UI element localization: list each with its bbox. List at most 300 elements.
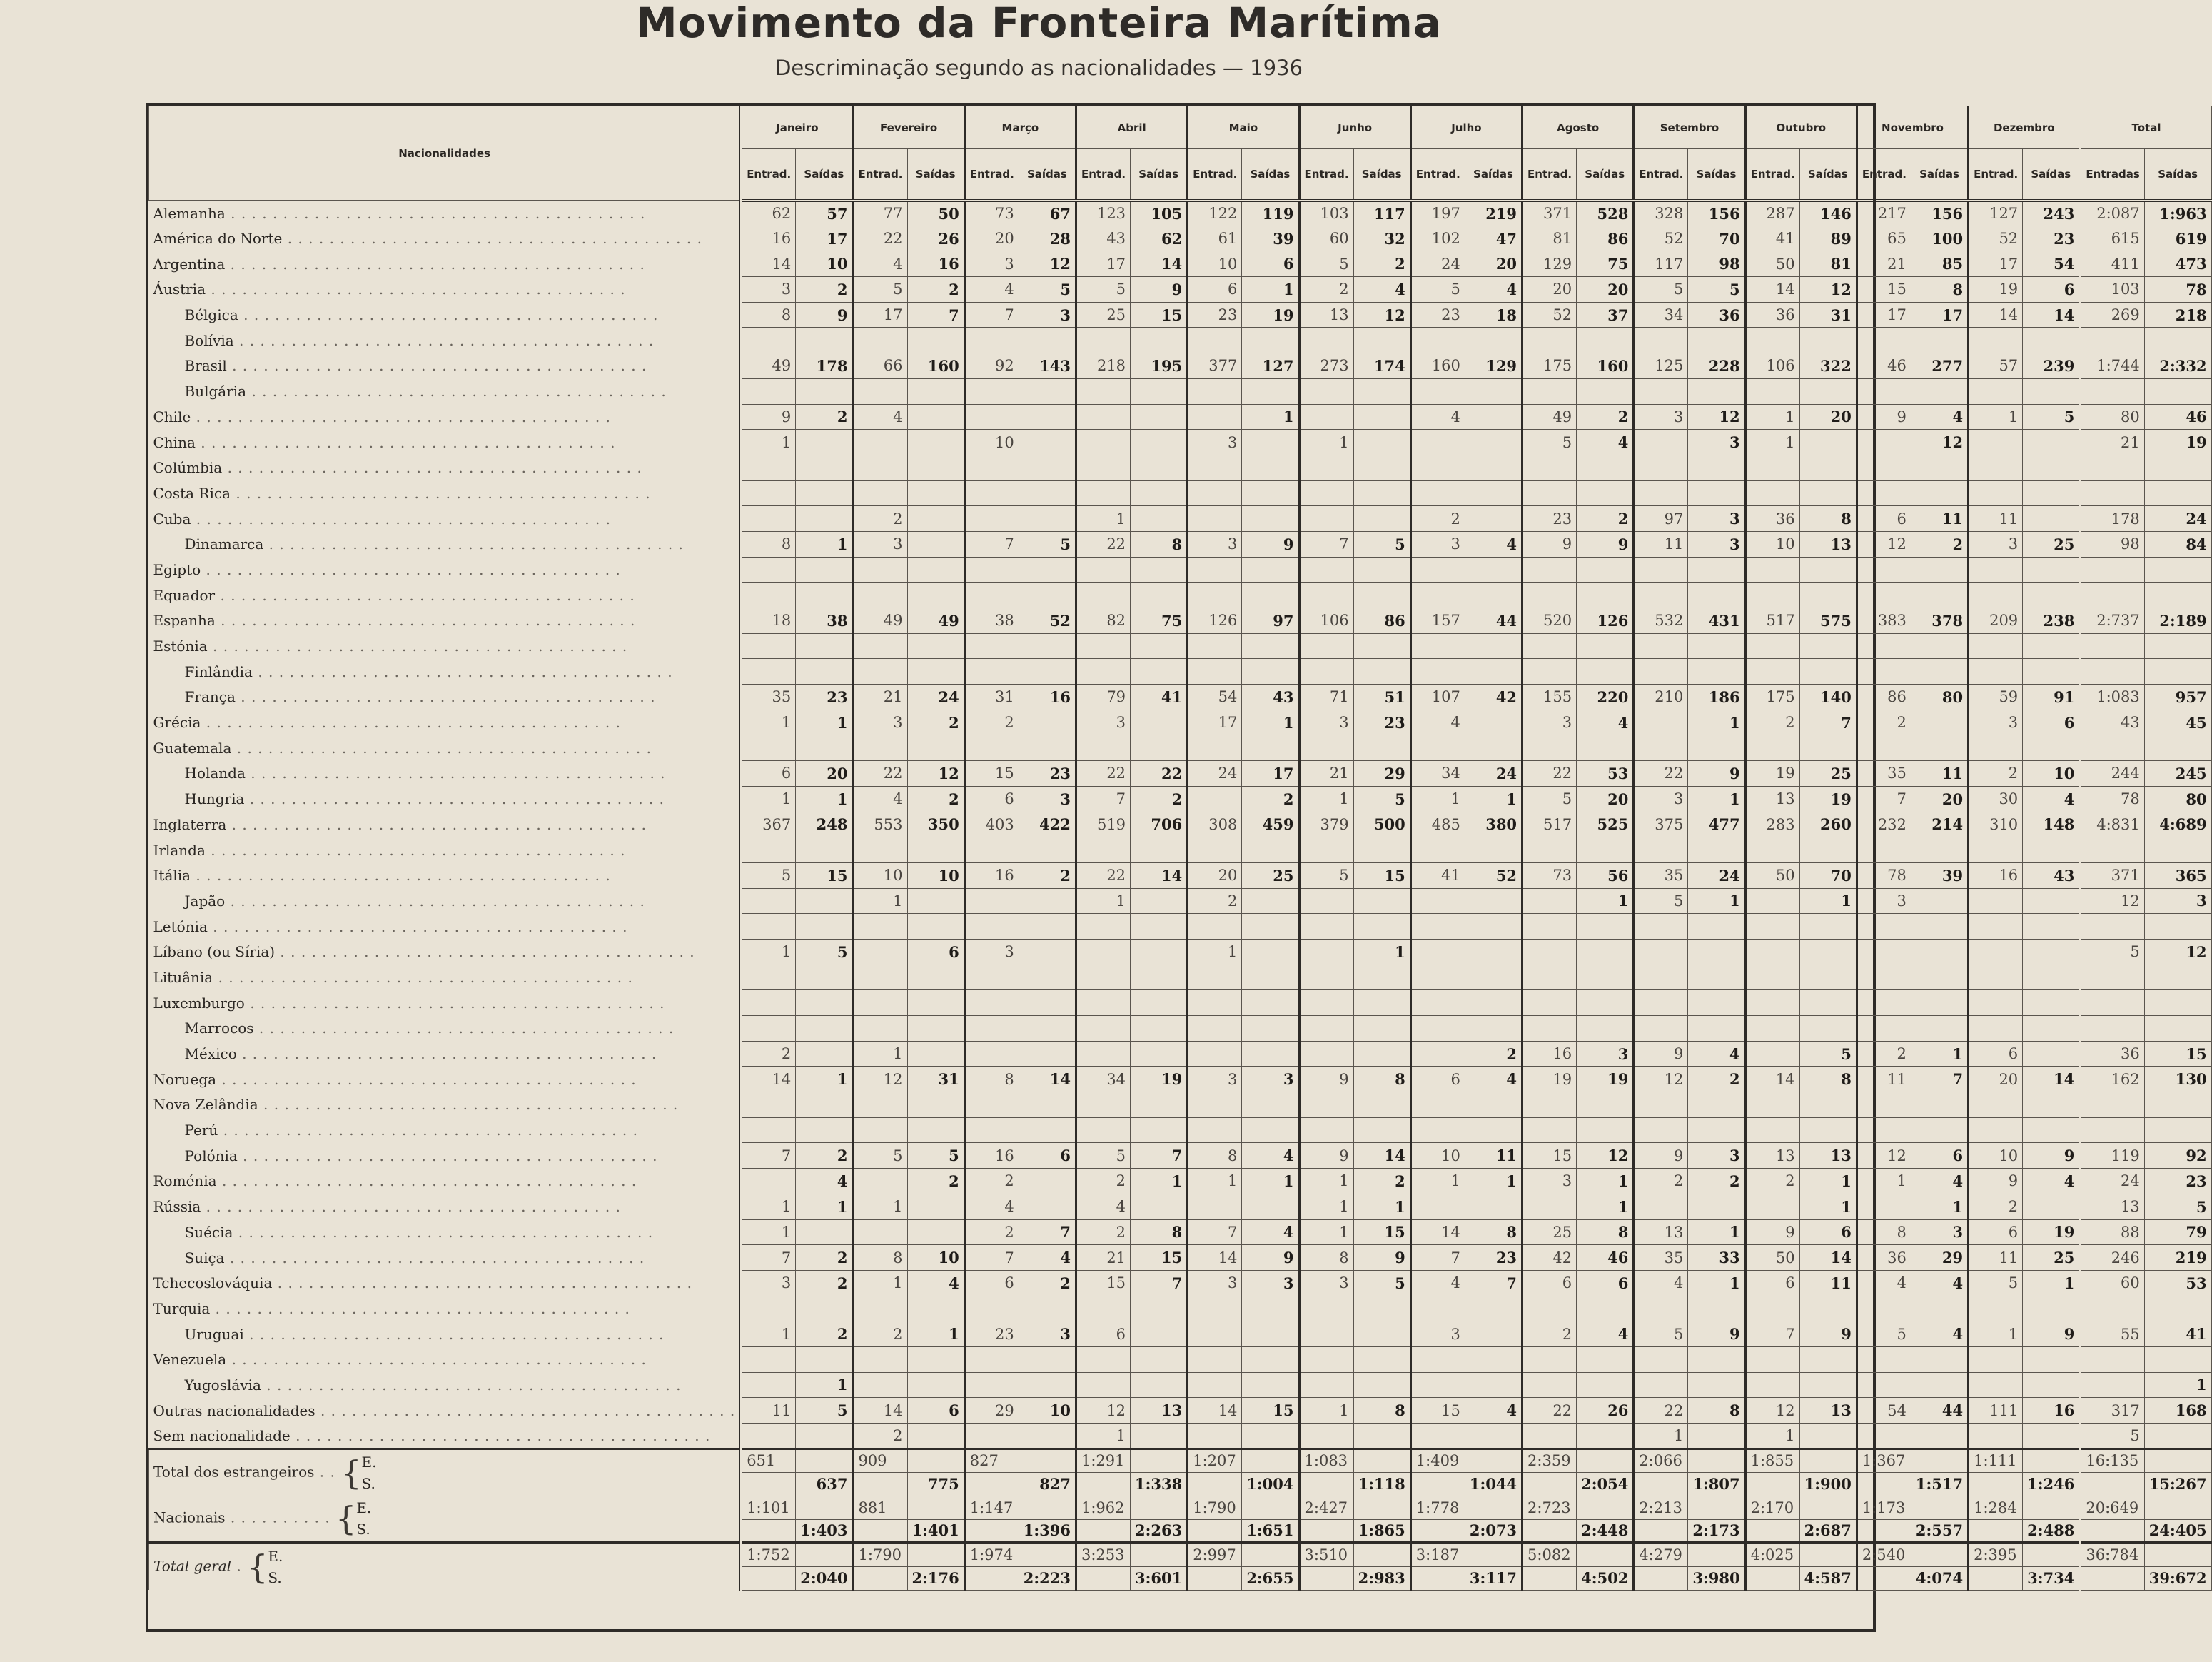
leader-dots: . . . . . . . . . . [225, 1509, 336, 1526]
saidas-value [1353, 633, 1410, 659]
entradas-value [1857, 837, 1911, 863]
saidas-value [1688, 633, 1745, 659]
entradas-value [853, 583, 907, 608]
saidas-value: 70 [1799, 862, 1857, 888]
entradas-value [1522, 837, 1577, 863]
entradas-value: 4 [853, 251, 907, 277]
footer-saidas-value: 2:983 [1353, 1566, 1410, 1590]
entradas-value [1969, 1016, 2023, 1042]
saidas-value: 6 [2023, 277, 2081, 303]
saidas-value [796, 990, 853, 1016]
entradas-value: 5 [1522, 786, 1577, 812]
saidas-value: 3 [1688, 430, 1745, 455]
total-entradas-value: 246 [2080, 1245, 2144, 1271]
entradas-value [1634, 1372, 1688, 1398]
footer-empty [1353, 1496, 1410, 1519]
saidas-value: 25 [2023, 1245, 2081, 1271]
saidas-value: 15 [1131, 302, 1188, 328]
entradas-value [1522, 965, 1577, 990]
saidas-value [907, 480, 964, 506]
saidas-value [907, 888, 964, 914]
entradas-value: 5 [853, 1143, 907, 1169]
footer-label: Nacionais [153, 1509, 226, 1526]
saidas-value [796, 633, 853, 659]
entradas-value: 13 [1745, 786, 1799, 812]
entradas-value: 24 [1188, 761, 1242, 787]
saidas-value [1242, 914, 1299, 940]
saidas-value [1577, 480, 1634, 506]
entradas-value: 4 [964, 277, 1019, 303]
entradas-value [1188, 633, 1242, 659]
saidas-value: 4 [907, 1270, 964, 1296]
saidas-value [1799, 1117, 1857, 1143]
saidas-value: 85 [1911, 251, 1968, 277]
saidas-value: 6 [907, 939, 964, 965]
entradas-value: 5 [1634, 1321, 1688, 1347]
footer-empty [964, 1519, 1019, 1543]
entradas-value [1410, 1117, 1465, 1143]
saidas-value [1242, 328, 1299, 353]
entradas-value [853, 557, 907, 583]
saidas-value [1131, 455, 1188, 480]
saidas-value [1911, 1372, 1968, 1398]
entradas-value [853, 430, 907, 455]
entradas-value [1634, 583, 1688, 608]
saidas-value: 19 [2023, 1219, 2081, 1245]
entradas-value [1188, 557, 1242, 583]
total-entradas-value: 78 [2080, 786, 2144, 812]
entradas-value: 1 [1188, 1169, 1242, 1194]
saidas-value: 4 [1242, 1143, 1299, 1169]
saidas-value [1353, 1016, 1410, 1042]
entradas-value: 25 [1522, 1219, 1577, 1245]
saidas-value: 5 [796, 939, 853, 965]
saidas-value [1577, 659, 1634, 685]
entradas-value: 50 [1745, 251, 1799, 277]
entradas-value: 9 [1857, 404, 1911, 430]
saidas-value: 14 [2023, 302, 2081, 328]
nationality-cell [149, 990, 742, 1016]
entradas-value: 3 [1076, 710, 1130, 735]
entradas-value: 14 [1745, 1067, 1799, 1092]
entradas-value [1969, 965, 2023, 990]
footer-empty [1522, 1472, 1577, 1496]
footer-entradas-value: 909 [853, 1449, 907, 1472]
saidas-value: 14 [1131, 251, 1188, 277]
header-entradas: Entrad. [853, 149, 907, 201]
footer-empty [2080, 1519, 2144, 1543]
footer-empty [1634, 1519, 1688, 1543]
nationality-name: Lituânia [153, 968, 213, 986]
total-saidas-value: 80 [2144, 786, 2211, 812]
header-saidas: Saídas [1577, 149, 1634, 201]
total-saidas-value: 130 [2144, 1067, 2211, 1092]
table-row [149, 1346, 2212, 1372]
entradas-value [1076, 633, 1130, 659]
entradas-value [1299, 583, 1353, 608]
nationality-cell [149, 965, 742, 990]
header-entradas: Entrad. [1188, 149, 1242, 201]
saidas-value [1242, 430, 1299, 455]
saidas-value [1465, 1346, 1522, 1372]
entradas-value [1857, 583, 1911, 608]
entradas-value [1410, 888, 1465, 914]
entradas-value: 106 [1299, 608, 1353, 634]
entradas-value [1969, 990, 2023, 1016]
entradas-value [1076, 1092, 1130, 1118]
entradas-value [1522, 1016, 1577, 1042]
nationality-cell [149, 226, 742, 251]
entradas-value [1745, 1296, 1799, 1321]
entradas-value [1299, 1041, 1353, 1067]
nationality-cell [149, 1346, 742, 1372]
nationality-cell [149, 914, 742, 940]
entradas-value [1857, 1372, 1911, 1398]
saidas-value: 5 [1353, 1270, 1410, 1296]
header-month: Maio [1188, 106, 1299, 149]
leader-dots: . . . . . . . . . . . . . . . . . . . . . . . . . . . . . . . . . . . . . . . . [258, 1096, 679, 1114]
saidas-value: 2 [1688, 1169, 1745, 1194]
saidas-value [907, 430, 964, 455]
saidas-value [1688, 480, 1745, 506]
entradas-value: 1 [741, 430, 796, 455]
saidas-value: 26 [907, 226, 964, 251]
entradas-value [1410, 914, 1465, 940]
saidas-value [1353, 1424, 1410, 1449]
entradas-value [1188, 1194, 1242, 1219]
total-entradas-value [2080, 328, 2144, 353]
saidas-value: 2 [907, 1169, 964, 1194]
saidas-value: 17 [1242, 761, 1299, 787]
table-row [149, 1424, 2212, 1449]
saidas-value: 706 [1131, 812, 1188, 837]
saidas-value [1465, 990, 1522, 1016]
entradas-value [1522, 633, 1577, 659]
total-saidas-value: 365 [2144, 862, 2211, 888]
entradas-value [853, 633, 907, 659]
saidas-value [907, 837, 964, 863]
leader-dots: . . . . . . . . . . . . . . . . . . . . . . . . . . . . . . . . . . . . . . . . [238, 306, 659, 324]
entradas-value [1299, 328, 1353, 353]
header-entradas: Entrad. [1634, 149, 1688, 201]
header-total-saidas: Saídas [2144, 149, 2211, 201]
total-entradas-value: 5 [2080, 939, 2144, 965]
saidas-value [1465, 1296, 1522, 1321]
leader-dots: . . . . . . . . . . . . . . . . . . . . . . . . . . . . . . . . . . . . . . . . [236, 1045, 657, 1063]
entradas-value [741, 1424, 796, 1449]
saidas-value: 86 [1577, 226, 1634, 251]
nationality-name: Colúmbia [153, 459, 223, 477]
saidas-value: 4 [1911, 404, 1968, 430]
saidas-value [1688, 1424, 1745, 1449]
footer-entradas-value: 1:207 [1188, 1449, 1242, 1472]
header-saidas: Saídas [1465, 149, 1522, 201]
header-saidas: Saídas [907, 149, 964, 201]
saidas-value: 80 [1911, 685, 1968, 710]
footer-empty [1857, 1519, 1911, 1543]
entradas-value: 1 [741, 1321, 796, 1347]
entradas-value [1969, 455, 2023, 480]
entradas-value: 155 [1522, 685, 1577, 710]
saidas-value: 12 [1688, 404, 1745, 430]
entradas-value [853, 1346, 907, 1372]
footer-saidas-value: 3:601 [1131, 1566, 1188, 1590]
entradas-value [1076, 557, 1130, 583]
es-labels [356, 1497, 371, 1540]
entradas-value [853, 378, 907, 404]
entradas-value: 175 [1522, 353, 1577, 379]
entradas-value [1522, 990, 1577, 1016]
entradas-value [1745, 328, 1799, 353]
saidas-value: 19 [1131, 1067, 1188, 1092]
footer-saidas-value: 1:807 [1688, 1472, 1745, 1496]
saidas-value: 5 [907, 1143, 964, 1169]
entradas-value: 1 [741, 786, 796, 812]
saidas-value: 75 [1577, 251, 1634, 277]
saidas-value: 1 [1911, 1194, 1968, 1219]
saidas-value [1688, 583, 1745, 608]
saidas-value: 1 [1577, 888, 1634, 914]
entradas-value [1299, 990, 1353, 1016]
saidas-value [1911, 455, 1968, 480]
entradas-value: 5 [1634, 277, 1688, 303]
saidas-value [1242, 583, 1299, 608]
saidas-value: 2 [1577, 506, 1634, 532]
entradas-value [1076, 480, 1130, 506]
saidas-value: 1 [1799, 888, 1857, 914]
header-month: Fevereiro [853, 106, 964, 149]
saidas-value: 4 [1577, 1321, 1634, 1347]
saidas-value [1019, 965, 1076, 990]
entradas-value [1076, 404, 1130, 430]
entradas-value: 5 [741, 862, 796, 888]
entradas-value [1634, 1194, 1688, 1219]
entradas-value: 15 [1522, 1143, 1577, 1169]
leader-dots: . . . . . . . . . . . . . . . . . . . . . . . . . . . . . . . . . . . . . . . . [226, 1351, 647, 1369]
entradas-value: 5 [1076, 1143, 1130, 1169]
leader-dots: . . . . . . . . . . . . . . . . . . . . . . . . . . . . . . . . . . . . . . . . [226, 815, 647, 833]
entradas-value: 22 [1634, 761, 1688, 787]
entradas-value [1857, 1296, 1911, 1321]
saidas-value [1577, 1346, 1634, 1372]
footer-total-saidas: 24:405 [2144, 1519, 2211, 1543]
entradas-value: 15 [1857, 277, 1911, 303]
nationality-name: Rússia [153, 1198, 201, 1216]
entradas-value: 20 [964, 226, 1019, 251]
saidas-value [1577, 328, 1634, 353]
entradas-value [1969, 837, 2023, 863]
entradas-value [1634, 480, 1688, 506]
saidas-value [1242, 1372, 1299, 1398]
total-saidas-value [2144, 1346, 2211, 1372]
footer-empty [907, 1496, 964, 1519]
saidas-value [1019, 328, 1076, 353]
saidas-value [1019, 1117, 1076, 1143]
entradas-value [1410, 1194, 1465, 1219]
nationality-name: Bélgica [184, 306, 238, 324]
entradas-value [1969, 914, 2023, 940]
saidas-value [1465, 735, 1522, 761]
saidas-value [1353, 404, 1410, 430]
footer-total-saidas: 39:672 [2144, 1566, 2211, 1590]
entradas-value: 517 [1745, 608, 1799, 634]
entradas-value [1299, 735, 1353, 761]
footer-empty [853, 1472, 907, 1496]
saidas-value [1577, 557, 1634, 583]
saidas-value [1688, 455, 1745, 480]
leader-dots: . . . . . . . . . . . . . . . . . . . . . . . . . . . . . . . . . . . . . . . . [243, 1325, 665, 1343]
saidas-value [907, 914, 964, 940]
entradas-value: 1 [741, 710, 796, 735]
entradas-value: 2 [964, 710, 1019, 735]
total-saidas-value: 53 [2144, 1270, 2211, 1296]
total-entradas-value: 24 [2080, 1169, 2144, 1194]
entradas-value [1857, 939, 1911, 965]
entradas-value [1410, 939, 1465, 965]
saidas-value: 146 [1799, 201, 1857, 226]
saidas-value [1577, 1092, 1634, 1118]
entradas-value: 23 [964, 1321, 1019, 1347]
entradas-value: 41 [1410, 862, 1465, 888]
entradas-value [1969, 633, 2023, 659]
nationality-cell [149, 353, 742, 379]
saidas-value [1577, 583, 1634, 608]
nationality-cell [149, 735, 742, 761]
saidas-value: 105 [1131, 201, 1188, 226]
entradas-value [1188, 659, 1242, 685]
entradas-value: 15 [1076, 1270, 1130, 1296]
footer-empty [2144, 1449, 2211, 1472]
footer-empty [1465, 1543, 1522, 1566]
footer-empty [741, 1566, 796, 1590]
table-row [149, 914, 2212, 940]
entradas-value: 5 [1410, 277, 1465, 303]
total-saidas-value: 15 [2144, 1041, 2211, 1067]
entradas-value [1410, 1296, 1465, 1321]
entradas-value [1299, 1016, 1353, 1042]
total-saidas-value: 2:189 [2144, 608, 2211, 634]
entradas-value [741, 914, 796, 940]
entradas-value [1745, 583, 1799, 608]
entradas-value [1745, 1194, 1799, 1219]
saidas-value: 9 [1131, 277, 1188, 303]
saidas-value: 7 [1019, 1219, 1076, 1245]
saidas-value: 75 [1131, 608, 1188, 634]
entradas-value: 5 [1076, 277, 1130, 303]
table-row [149, 1067, 2212, 1092]
entradas-value: 35 [1857, 761, 1911, 787]
entradas-value [1299, 1296, 1353, 1321]
saidas-value [1131, 965, 1188, 990]
footer-label-cell [149, 1449, 742, 1496]
total-entradas-value: 21 [2080, 430, 2144, 455]
saidas-value [907, 531, 964, 557]
footer-empty [1131, 1496, 1188, 1519]
total-saidas-value [2144, 633, 2211, 659]
entradas-value [1410, 1346, 1465, 1372]
saidas-value [1353, 659, 1410, 685]
entradas-value [1299, 557, 1353, 583]
table-row [149, 1219, 2212, 1245]
entradas-value: 77 [853, 201, 907, 226]
footer-empty [1076, 1566, 1130, 1590]
entradas-value [1745, 480, 1799, 506]
nationality-name: Brasil [184, 357, 227, 375]
footer-empty [2144, 1543, 2211, 1566]
saidas-value: 62 [1131, 226, 1188, 251]
header-month: Novembro [1857, 106, 1968, 149]
footer-entradas-value: 1:752 [741, 1543, 796, 1566]
saidas-value: 143 [1019, 353, 1076, 379]
entradas-value [964, 506, 1019, 532]
saidas-value [907, 404, 964, 430]
saidas-value: 459 [1242, 812, 1299, 837]
saidas-value [796, 837, 853, 863]
saidas-value [796, 1296, 853, 1321]
entradas-value [741, 506, 796, 532]
nationality-name: Costa Rica [153, 484, 231, 502]
saidas-value: 8 [1688, 1398, 1745, 1424]
saidas-value: 14 [1131, 862, 1188, 888]
footer-empty [1577, 1496, 1634, 1519]
footer-empty [1688, 1543, 1745, 1566]
entradas-value: 379 [1299, 812, 1353, 837]
entradas-value [741, 1372, 796, 1398]
entradas-value [741, 1346, 796, 1372]
entradas-value [1745, 659, 1799, 685]
saidas-value [1019, 506, 1076, 532]
entradas-value [1745, 1092, 1799, 1118]
saidas-value: 47 [1465, 226, 1522, 251]
saidas-value [1131, 480, 1188, 506]
saidas-value: 126 [1577, 608, 1634, 634]
saidas-value: 5 [796, 1398, 853, 1424]
saidas-value [1688, 378, 1745, 404]
saidas-value [2023, 378, 2081, 404]
saidas-value: 36 [1688, 302, 1745, 328]
saidas-value: 525 [1577, 812, 1634, 837]
total-entradas-value: 269 [2080, 302, 2144, 328]
saidas-value: 6 [907, 1398, 964, 1424]
saidas-value [1131, 659, 1188, 685]
leader-dots: . . . . . . . . . . . . . . . . . . . . . . . . . . . . . . . . . . . . . . . . [210, 1299, 630, 1317]
saidas-value: 3 [1577, 1041, 1634, 1067]
entradas-value: 34 [1076, 1067, 1130, 1092]
saidas-value: 11 [1799, 1270, 1857, 1296]
saidas-value: 9 [1242, 531, 1299, 557]
footer-empty [2080, 1472, 2144, 1496]
header-total-entradas: Entradas [2080, 149, 2144, 201]
entradas-value [1076, 1117, 1130, 1143]
saidas-value: 1 [1688, 1219, 1745, 1245]
entradas-value: 160 [1410, 353, 1465, 379]
leader-dots: . . . . . . . . . . . . . . . . . . . . . . . . . . . . . . . . . . . . . . . . [213, 968, 633, 986]
header-entradas: Entrad. [741, 149, 796, 201]
saidas-value [1911, 965, 1968, 990]
footer-empty [1857, 1472, 1911, 1496]
saidas-value: 248 [796, 812, 853, 837]
saidas-value: 350 [907, 812, 964, 837]
entradas-value: 57 [1969, 353, 2023, 379]
leader-dots: . . . . . . . . . . . . . . . . . . . . . . . . . . . . . . . . . . . . . . . . [244, 790, 665, 808]
saidas-value [796, 1092, 853, 1118]
entradas-value [1188, 455, 1242, 480]
saidas-value [1911, 328, 1968, 353]
table-row [149, 1194, 2212, 1219]
nationality-cell [149, 1398, 742, 1424]
footer-empty [1911, 1496, 1968, 1519]
saidas-value: 2 [907, 277, 964, 303]
